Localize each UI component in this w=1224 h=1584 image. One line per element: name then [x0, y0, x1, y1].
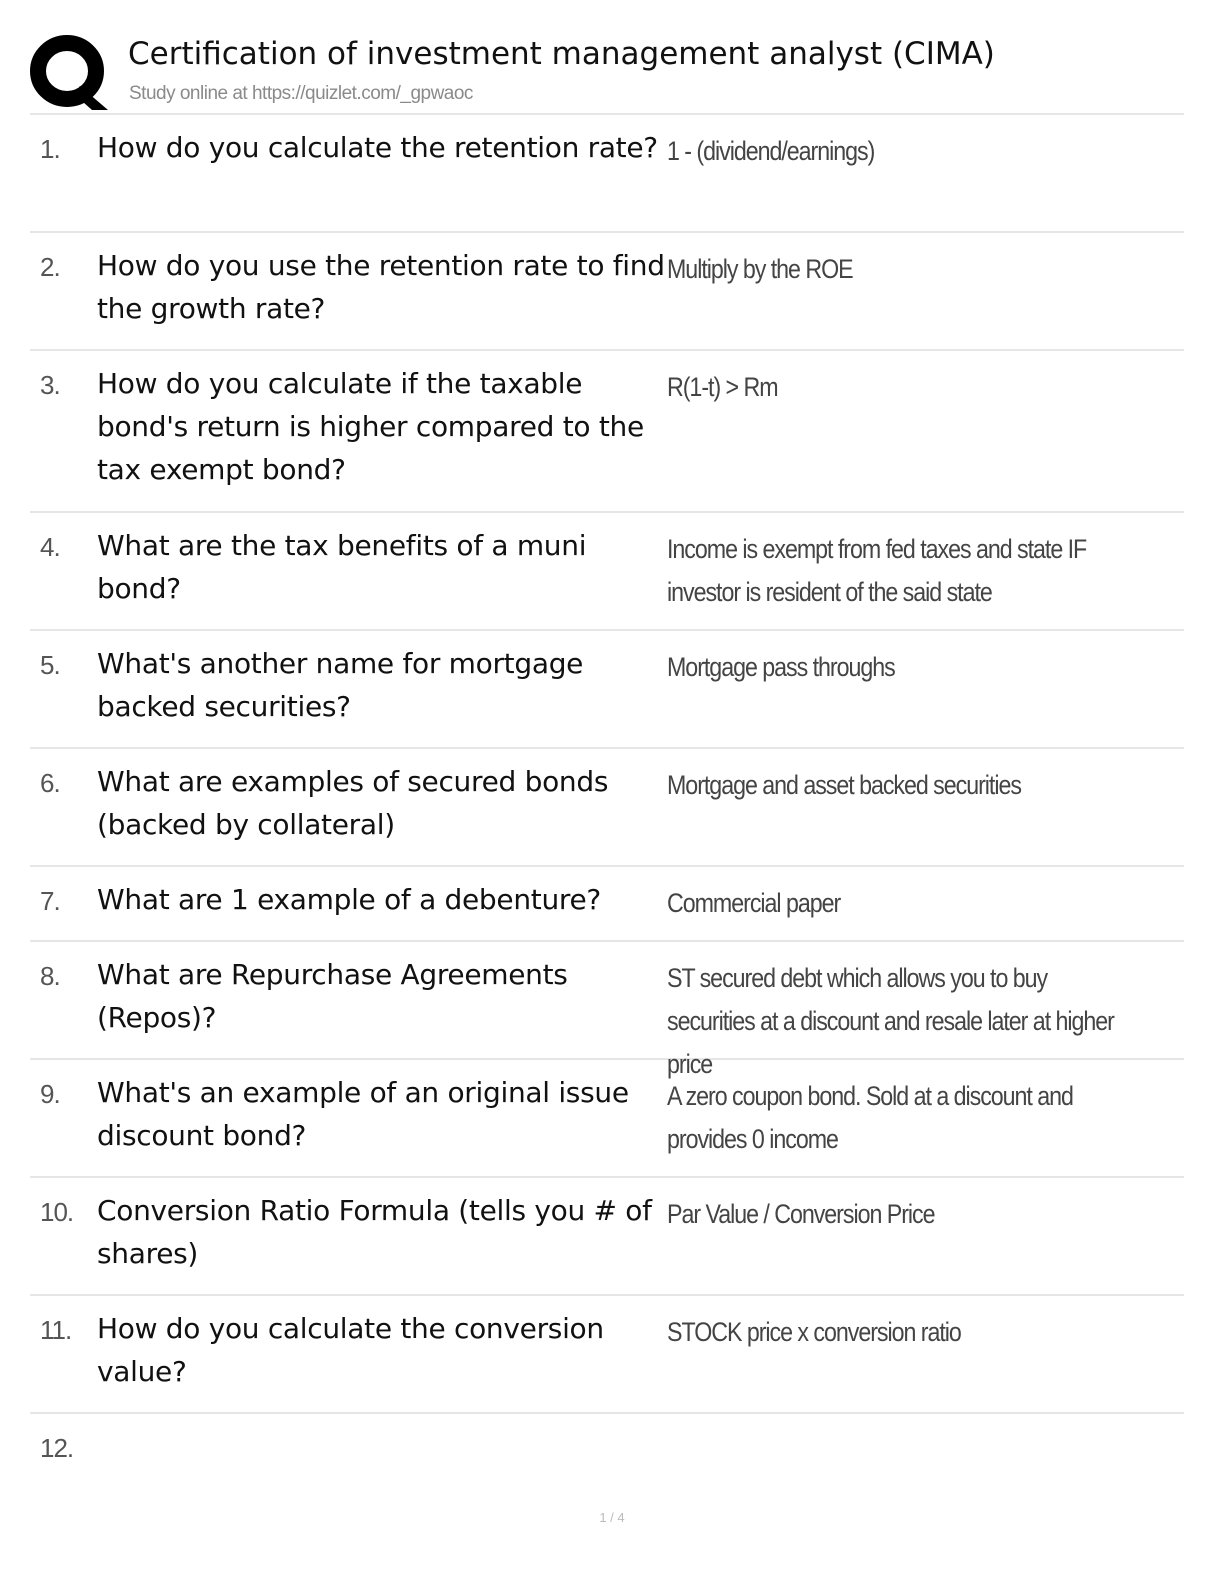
flashcard-row — [30, 513, 1184, 631]
card-answer: R(1-t) > Rm — [667, 372, 778, 402]
flashcard-row — [30, 233, 1184, 351]
card-answer: Commercial paper — [667, 888, 841, 918]
flashcard-row — [30, 749, 1184, 867]
card-answer: STOCK price x conversion ratio — [667, 1317, 961, 1347]
card-question: What's another name for mortgage backed securities? — [97, 647, 584, 723]
card-number: 5. — [40, 650, 60, 680]
card-answer: Par Value / Conversion Price — [667, 1199, 935, 1229]
card-question: Conversion Ratio Formula (tells you # of shares) — [97, 1194, 652, 1270]
flashcard-list — [30, 115, 1184, 1489]
page-header — [30, 30, 1184, 114]
card-answer: Income is exempt from fed taxes and state IF investor is resident of the said state — [667, 534, 1087, 607]
card-number: 1. — [40, 134, 60, 164]
page-number: 1 / 4 — [599, 1510, 625, 1525]
card-answer: ST secured debt which allows you to buy securities at a discount and resale later at higher price — [667, 963, 1114, 1079]
card-question: What's an example of an original issue discount bond? — [97, 1076, 629, 1152]
quizlet-logo-icon — [30, 34, 110, 110]
card-answer: Mortgage and asset backed securities — [667, 770, 1021, 800]
card-number: 7. — [40, 886, 60, 916]
flashcard-row — [30, 1060, 1184, 1178]
card-question: What are examples of secured bonds (backed by collateral) — [97, 765, 609, 841]
card-answer: A zero coupon bond. Sold at a discount and provides 0 income — [667, 1081, 1073, 1154]
card-answer: Mortgage pass throughs — [667, 652, 895, 682]
card-number: 11. — [40, 1315, 72, 1345]
card-number: 4. — [40, 532, 60, 562]
card-number: 2. — [40, 252, 60, 282]
card-question: How do you calculate the conversion value? — [97, 1312, 604, 1388]
set-title: Certification of investment management analyst (CIMA) — [128, 36, 995, 72]
card-question: What are Repurchase Agreements (Repos)? — [97, 958, 568, 1034]
study-online-link[interactable]: Study online at https://quizlet.com/_gpwaoc — [129, 83, 473, 104]
card-question: How do you use the retention rate to find the growth rate? — [97, 249, 665, 325]
flashcard-row — [30, 1178, 1184, 1296]
card-answer: Multiply by the ROE — [667, 254, 853, 284]
card-number: 3. — [40, 370, 60, 400]
card-question: What are the tax benefits of a muni bond? — [97, 529, 587, 605]
card-number: 8. — [40, 961, 60, 991]
flashcard-row — [30, 115, 1184, 233]
card-number: 6. — [40, 768, 60, 798]
flashcard-row — [30, 631, 1184, 749]
card-number: 10. — [40, 1197, 74, 1227]
card-answer: 1 - (dividend/earnings) — [667, 136, 875, 166]
flashcard-row — [30, 351, 1184, 513]
flashcard-row — [30, 1296, 1184, 1414]
card-number: 9. — [40, 1079, 60, 1109]
card-question: What are 1 example of a debenture? — [97, 883, 601, 916]
flashcard-row — [30, 867, 1184, 942]
flashcard-row — [30, 942, 1184, 1079]
card-question: How do you calculate if the taxable bond's return is higher compared to the tax exempt bond? — [97, 367, 644, 486]
card-number: 12. — [40, 1433, 74, 1463]
card-question: How do you calculate the retention rate? — [97, 131, 658, 164]
flashcard-row — [30, 1414, 1184, 1489]
